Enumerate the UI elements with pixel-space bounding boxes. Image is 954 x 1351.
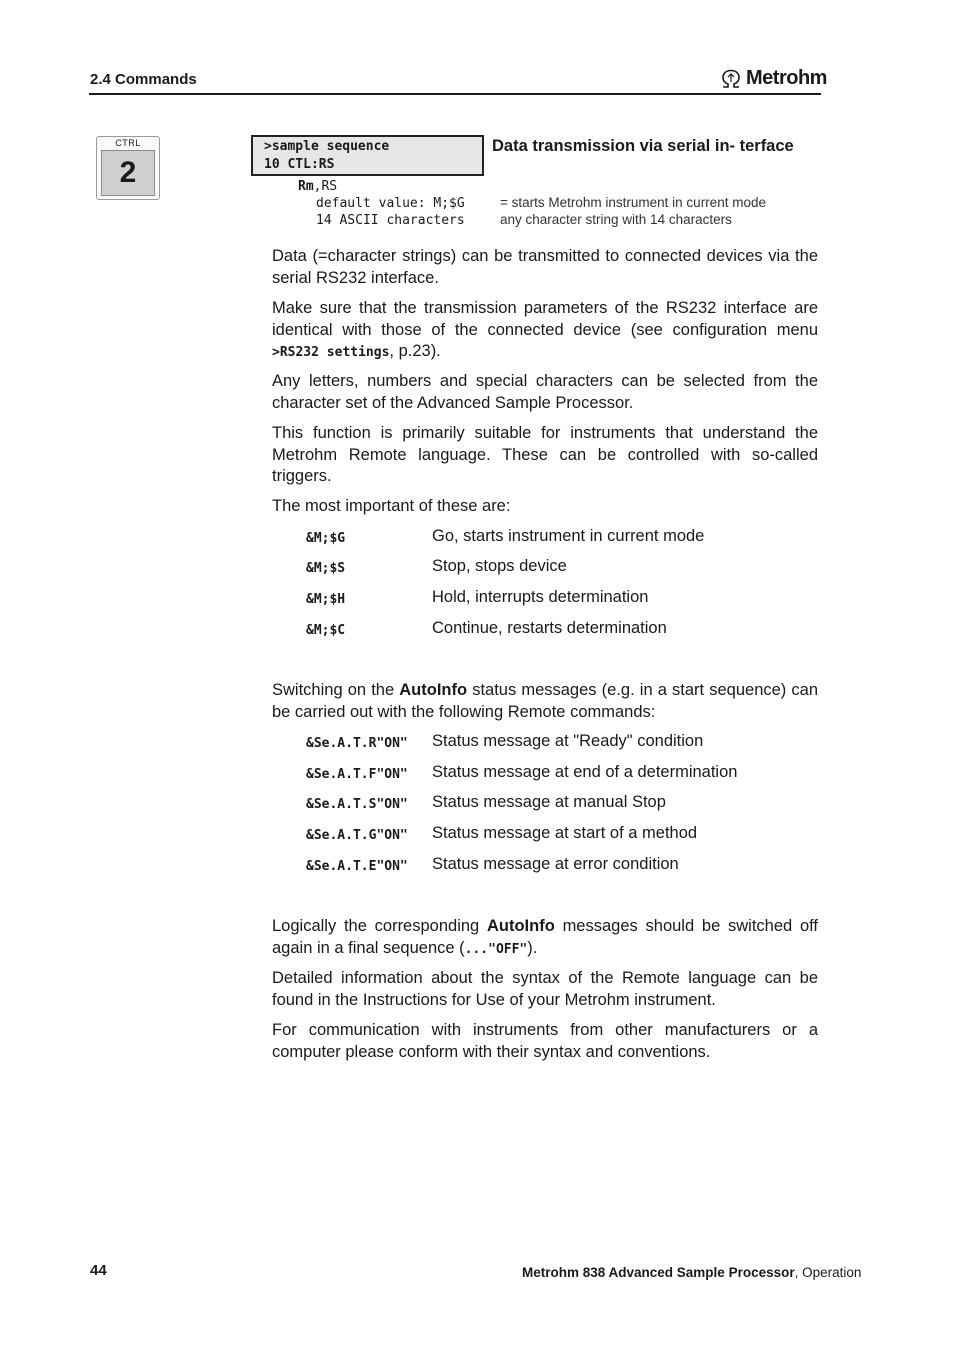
trigger-desc: Go, starts instrument in current mode [432,527,705,545]
menu-line-1: >sample sequence [264,139,390,154]
entry-title: Data transmission via serial in- terface [492,137,794,155]
trigger-code: &M;$S [306,561,346,576]
paragraph-8: Detailed information about the syntax of the Remote language can be found in the Instructions for Use of your Metrohm instrument. [272,969,818,1009]
paragraph-7-after: messages should be switched off again in a final sequence ( [272,917,818,957]
autoinfo-command-code: &Se.A.T.R"ON" [306,736,408,751]
trigger-desc: Continue, restarts determination [432,619,667,637]
paragraph-2-text: Make sure that the transmission parameters of the RS232 interface are identical with those of the connected device (see configuration menu [272,299,818,339]
footer-title-bold: Metrohm 838 Advanced Sample Processor [522,1265,795,1280]
paragraph-9: For communication with instruments from other manufacturers or a computer please conform with their syntax and conventions. [272,1021,818,1061]
parameter-default-desc: = starts Metrohm instrument in current mode [500,195,766,210]
autoinfo-command-desc: Status message at start of a method [432,824,698,842]
paragraph-7 [272,916,818,960]
parameter-default-value: default value: M;$G [316,196,465,211]
paragraph-7-text: Logically the corresponding [272,917,480,935]
header-rule [89,93,821,95]
logo-text: Metrohm [746,67,827,89]
omega-logo-icon [720,69,742,89]
trigger-desc: Hold, interrupts determination [432,588,649,606]
paragraph-7-bold: AutoInfo [486,917,555,935]
parameter-ascii: 14 ASCII characters [316,213,465,228]
footer-title-rest: , Operation [794,1265,862,1280]
paragraph-7-end: ). [527,938,538,957]
trigger-desc: Stop, stops device [432,557,567,575]
section-title: 2.4 Commands [90,71,197,88]
autoinfo-command-desc: Status message at "Ready" condition [432,732,704,750]
autoinfo-command-desc: Status message at end of a determination [432,763,738,781]
paragraph-1: Data (=character strings) can be transmitted to connected devices via the serial RS232 interface. [272,247,818,287]
autoinfo-command-desc: Status message at manual Stop [432,793,666,811]
page-number: 44 [90,1262,107,1279]
paragraph-7-code: ..."OFF" [464,941,528,957]
ctrl-key-digit: 2 [101,150,155,196]
menu-line-2: 10 CTL:RS [264,157,335,172]
parameter-name [298,179,337,194]
parameter-name-rest: ,RS [313,179,338,194]
autoinfo-command-code: &Se.A.T.E"ON" [306,859,408,874]
ctrl-key-icon [96,136,160,200]
paragraph-6-bold: AutoInfo [399,681,468,699]
trigger-code: &M;$H [306,592,346,607]
trigger-code: &M;$G [306,531,346,546]
paragraph-4: This function is primarily suitable for instruments that understand the Metrohm Remote language. These can be controlled with so-called triggers. [272,424,818,485]
paragraph-2-code: >RS232 settings [272,345,390,360]
paragraph-6-text: Switching on the [272,681,395,699]
autoinfo-command-code: &Se.A.T.G"ON" [306,828,408,843]
autoinfo-command-code: &Se.A.T.F"ON" [306,767,408,782]
trigger-code: &M;$C [306,623,346,638]
footer-title [522,1265,861,1280]
parameter-name-bold: Rm [298,179,314,194]
ctrl-key-label: CTRL [115,138,141,148]
autoinfo-command-desc: Status message at error condition [432,855,679,873]
paragraph-2 [272,298,818,364]
metrohm-logo [720,67,827,90]
paragraph-6-after: status messages (e.g. in a start sequence) can be carried out with the following Remote commands: [272,681,819,721]
paragraph-2-after: , p.23). [389,342,441,360]
autoinfo-command-code: &Se.A.T.S"ON" [306,797,408,812]
paragraph-5: The most important of these are: [272,497,511,515]
parameter-ascii-desc: any character string with 14 characters [500,212,732,227]
paragraph-6 [272,680,818,723]
paragraph-3: Any letters, numbers and special characters can be selected from the character set of the Advanced Sample Processor. [272,372,818,412]
